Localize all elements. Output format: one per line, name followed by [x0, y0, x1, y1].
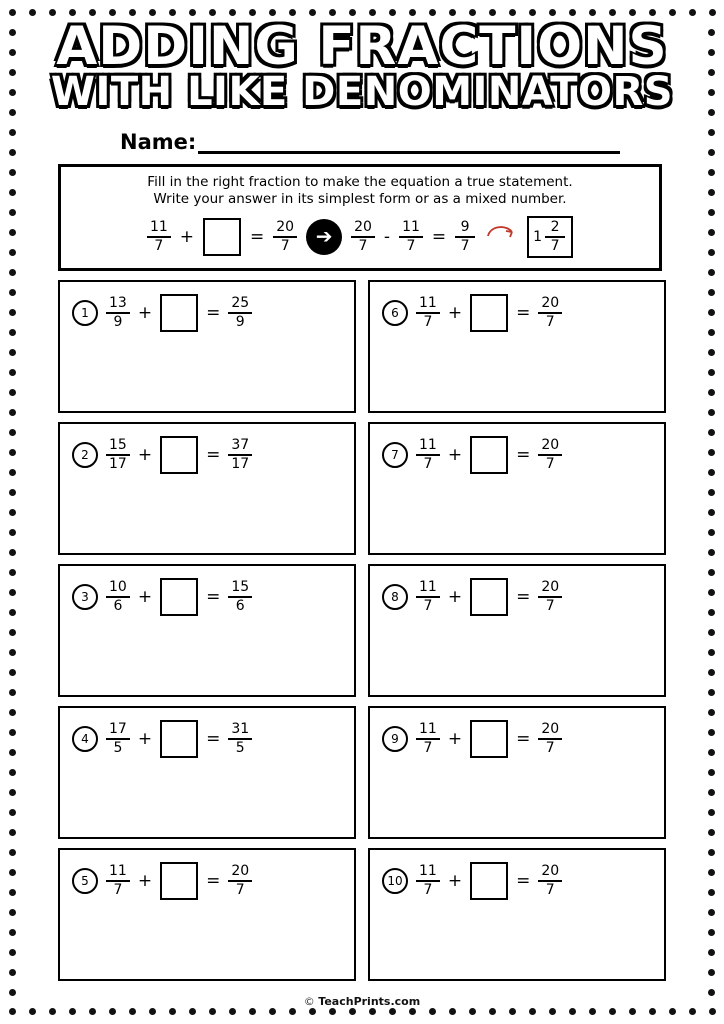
problem-cell: [58, 422, 356, 555]
problem-cell: [58, 280, 356, 413]
problem-fraction-left: [416, 864, 440, 898]
problem-fraction-right: [228, 722, 252, 756]
plus-sign: +: [137, 303, 153, 323]
equals-sign: =: [206, 871, 221, 891]
problem-fraction-left: [106, 864, 130, 898]
problem-answer-box[interactable]: [160, 294, 198, 332]
denominator: 17: [231, 456, 250, 472]
denominator: 7: [545, 740, 555, 756]
problem-answer-box[interactable]: [470, 436, 508, 474]
plus-sign: +: [447, 303, 463, 323]
problem-fraction-left: [106, 296, 130, 330]
example-equation: [71, 216, 649, 258]
equals-sign: =: [206, 303, 221, 323]
problem-answer-box[interactable]: [160, 862, 198, 900]
denominator: 7: [460, 238, 470, 254]
problem-fraction-right: [228, 864, 252, 898]
numerator: 11: [109, 863, 127, 879]
equals-sign: =: [516, 587, 531, 607]
problem-number: 7: [382, 442, 408, 468]
problem-fraction-right: [228, 438, 252, 472]
numerator: 13: [109, 295, 127, 311]
problem-answer-box[interactable]: [470, 862, 508, 900]
equals-sign: =: [516, 871, 531, 891]
plus-sign: +: [137, 445, 153, 465]
problem-number: 1: [72, 300, 98, 326]
example-mixed-number: [527, 216, 573, 258]
denominator: 7: [545, 598, 555, 614]
plus-sign: +: [137, 729, 153, 749]
denominator: 7: [358, 238, 368, 254]
numerator: 11: [419, 721, 437, 737]
problem-answer-box[interactable]: [470, 720, 508, 758]
equals-sign-2: =: [431, 227, 447, 247]
problem-fraction-left: [106, 580, 130, 614]
problem-answer-box[interactable]: [160, 436, 198, 474]
denominator: 7: [423, 598, 433, 614]
numerator: 11: [419, 579, 437, 595]
problem-fraction-right: [538, 438, 562, 472]
name-label: Name:: [120, 130, 197, 154]
plus-sign: +: [447, 871, 463, 891]
problem-fraction-left: [106, 438, 130, 472]
numerator: 31: [231, 721, 250, 737]
numerator: 15: [231, 579, 250, 595]
problem-cell: [368, 280, 666, 413]
problem-cell: [368, 706, 666, 839]
denominator: 7: [550, 238, 560, 254]
denominator: 17: [109, 456, 127, 472]
denominator: 7: [423, 882, 433, 898]
problem-answer-box[interactable]: [470, 294, 508, 332]
problem-cell: [368, 422, 666, 555]
numerator: 20: [541, 863, 560, 879]
equals-sign: =: [516, 303, 531, 323]
arrow-right-icon: ➔: [306, 219, 342, 255]
example-step2-result: [455, 220, 475, 254]
problem-fraction-right: [228, 580, 252, 614]
example-fraction-right: [273, 220, 297, 254]
denominator: 7: [406, 238, 416, 254]
name-row: [120, 130, 620, 154]
problem-cell: [368, 564, 666, 697]
plus-sign: +: [447, 445, 463, 465]
denominator: 6: [235, 598, 245, 614]
instruction-box: [58, 164, 662, 271]
numerator: 20: [231, 863, 250, 879]
problem-number: 9: [382, 726, 408, 752]
equals-sign: =: [206, 445, 221, 465]
problem-cell: [58, 706, 356, 839]
denominator: 7: [423, 456, 433, 472]
mixed-fraction: [545, 220, 565, 254]
plus-sign: +: [447, 729, 463, 749]
equals-sign: =: [516, 445, 531, 465]
problem-number: 6: [382, 300, 408, 326]
mixed-whole: 1: [533, 229, 543, 245]
numerator: 2: [550, 219, 560, 235]
problem-fraction-right: [538, 296, 562, 330]
numerator: 11: [149, 219, 168, 235]
title-sub-text: WITH LIKE DENOMINATORS: [50, 69, 674, 115]
numerator: 10: [109, 579, 127, 595]
problem-fraction-right: [538, 722, 562, 756]
problem-cell: [58, 848, 356, 981]
numerator: 37: [231, 437, 250, 453]
numerator: 20: [354, 219, 372, 235]
problem-number: 4: [72, 726, 98, 752]
denominator: 7: [545, 882, 555, 898]
example-step2-fraction-b: [399, 220, 423, 254]
problem-answer-box[interactable]: [160, 720, 198, 758]
denominator: 7: [423, 740, 433, 756]
plus-sign: +: [137, 871, 153, 891]
problem-number: 8: [382, 584, 408, 610]
numerator: 20: [541, 295, 560, 311]
problem-number: 5: [72, 868, 98, 894]
numerator: 11: [419, 295, 437, 311]
footer-copyright: ©: [303, 995, 315, 1008]
problem-fraction-right: [538, 864, 562, 898]
footer-brand: TeachPrints.com: [318, 995, 421, 1008]
instruction-line-1: Fill in the right fraction to make the equation a true statement.: [147, 174, 573, 190]
numerator: 9: [460, 219, 470, 235]
problem-fraction-left: [416, 438, 440, 472]
denominator: 6: [113, 598, 123, 614]
problem-answer-box[interactable]: [470, 578, 508, 616]
numerator: 17: [109, 721, 127, 737]
problem-grid: [58, 280, 666, 981]
denominator: 7: [423, 314, 433, 330]
problem-fraction-right: [538, 580, 562, 614]
denominator: 7: [280, 238, 290, 254]
denominator: 7: [235, 882, 245, 898]
equals-sign: =: [206, 587, 221, 607]
denominator: 7: [545, 314, 555, 330]
problem-number: 2: [72, 442, 98, 468]
curved-arrow-icon: [484, 220, 518, 254]
problem-number: 3: [72, 584, 98, 610]
worksheet-page: [30, 14, 694, 1010]
problem-fraction-left: [106, 722, 130, 756]
denominator: 9: [235, 314, 245, 330]
denominator: 5: [113, 740, 123, 756]
problem-cell: [368, 848, 666, 981]
problem-fraction-right: [228, 296, 252, 330]
denominator: 9: [113, 314, 123, 330]
plus-sign: +: [447, 587, 463, 607]
title-main-text: ADDING FRACTIONS: [56, 16, 668, 77]
equals-sign: =: [206, 729, 221, 749]
footer: [30, 995, 694, 1008]
denominator: 7: [545, 456, 555, 472]
problem-fraction-left: [416, 580, 440, 614]
page-title: [30, 16, 694, 115]
problem-answer-box[interactable]: [160, 578, 198, 616]
numerator: 20: [541, 721, 560, 737]
example-step2-fraction-a: [351, 220, 375, 254]
problem-fraction-left: [416, 722, 440, 756]
numerator: 11: [419, 863, 437, 879]
plus-sign: +: [179, 227, 195, 247]
numerator: 25: [231, 295, 250, 311]
numerator: 11: [419, 437, 437, 453]
numerator: 11: [402, 219, 420, 235]
problem-cell: [58, 564, 356, 697]
problem-fraction-left: [416, 296, 440, 330]
denominator: 7: [154, 238, 164, 254]
numerator: 20: [541, 579, 560, 595]
equals-sign: =: [250, 227, 265, 247]
denominator: 5: [235, 740, 245, 756]
denominator: 7: [113, 882, 123, 898]
numerator: 15: [109, 437, 127, 453]
numerator: 20: [541, 437, 560, 453]
equals-sign: =: [516, 729, 531, 749]
problem-number: 10: [382, 868, 408, 894]
example-answer-box[interactable]: [203, 218, 241, 256]
name-input-line[interactable]: [198, 131, 620, 154]
plus-sign: +: [137, 587, 153, 607]
instruction-line-2: Write your answer in its simplest form or as a mixed number.: [153, 191, 567, 207]
example-fraction-left: [147, 220, 171, 254]
numerator: 20: [276, 219, 295, 235]
minus-sign: -: [383, 227, 391, 247]
